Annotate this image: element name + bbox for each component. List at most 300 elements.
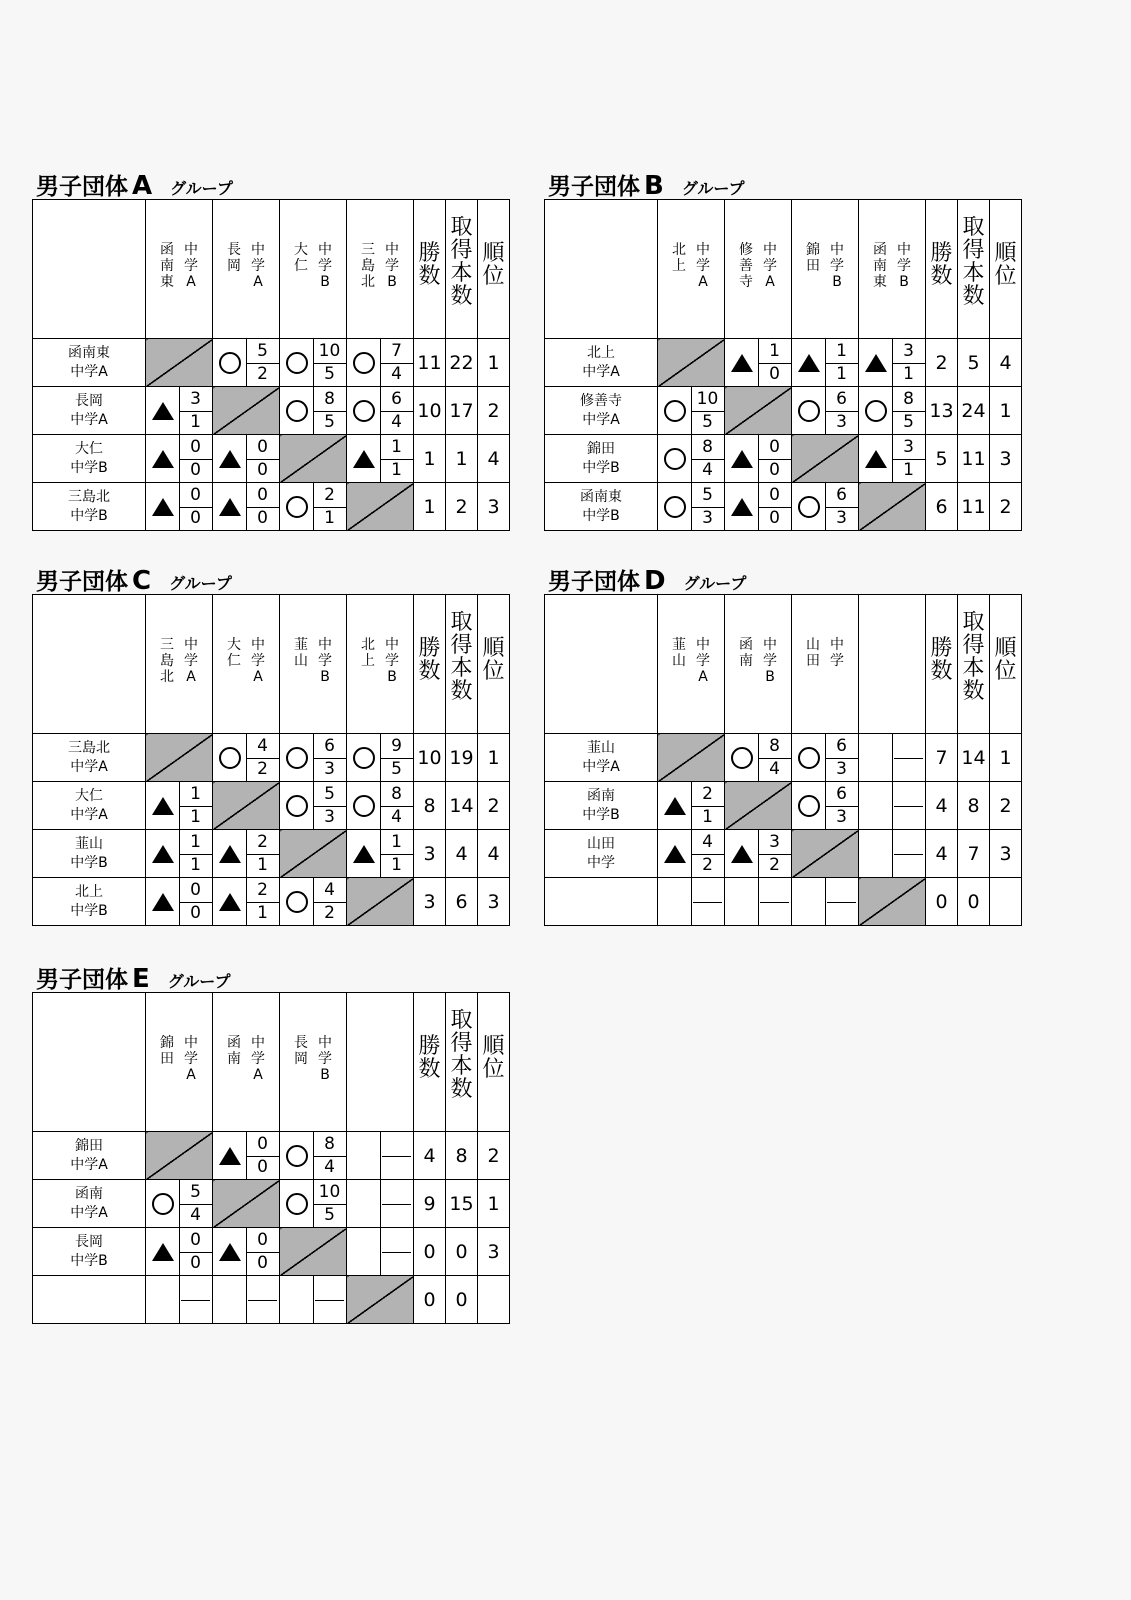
opponent-header (213, 200, 280, 339)
opponent-header (725, 595, 792, 734)
match-cell (347, 1132, 414, 1180)
score-points: 5 (903, 412, 914, 433)
match-cell (725, 734, 792, 782)
rank-cell (990, 878, 1022, 926)
opponent-header-suffix: 中 学 B (830, 242, 844, 290)
opponent-header-name: 北 上 (361, 637, 375, 669)
score-points: 2 (702, 855, 713, 876)
corner-cell (33, 200, 146, 339)
triangle-icon (219, 893, 241, 911)
triangle-icon (865, 354, 887, 372)
match-cell (146, 387, 213, 435)
score-points: 1 (702, 807, 713, 828)
team-name: 韮山 (587, 739, 615, 756)
opponent-header-name: 函 南 (739, 637, 753, 669)
result-mark (280, 1132, 314, 1179)
circle-icon (798, 400, 820, 422)
score-box (246, 734, 279, 781)
score-points: 4 (324, 1157, 335, 1178)
opponent-header (280, 993, 347, 1132)
opponent-header-name: 函 南 東 (160, 242, 174, 290)
team-row (33, 830, 510, 878)
score-box (758, 435, 791, 482)
opponent-header-name: 函 南 (227, 1035, 241, 1067)
score-points: 5 (324, 412, 335, 433)
points-cell: 14 (958, 734, 990, 782)
score-box (825, 878, 858, 925)
score-box (246, 339, 279, 386)
score-points: 3 (836, 759, 847, 780)
score-points: 3 (324, 759, 335, 780)
circle-icon (286, 496, 308, 518)
opponent-header-suffix: 中 学 A (696, 637, 710, 685)
result-mark (658, 435, 692, 482)
score-box (380, 1132, 413, 1179)
team-row (545, 435, 1022, 483)
wins-cell: 3 (414, 878, 446, 926)
team-row (545, 339, 1022, 387)
team-suffix: 中学 (587, 854, 615, 871)
circle-icon (286, 400, 308, 422)
match-cell (146, 1180, 213, 1228)
title-text: 男子団体 (36, 569, 128, 595)
result-mark (658, 483, 692, 530)
match-cell (347, 830, 414, 878)
team-suffix: 中学A (70, 806, 108, 823)
team-name: 函南 (587, 787, 615, 804)
result-mark (859, 387, 893, 434)
opponent-header (146, 993, 213, 1132)
score-wins: 0 (246, 483, 279, 508)
score-divider (382, 1156, 411, 1157)
team-suffix: 中学B (582, 507, 620, 524)
score-box (380, 387, 413, 434)
score-wins: 8 (758, 734, 791, 759)
result-mark (213, 1276, 247, 1323)
result-mark (347, 387, 381, 434)
score-box (892, 782, 925, 829)
score-box (691, 483, 724, 530)
points-cell: 14 (446, 782, 478, 830)
triangle-icon (798, 354, 820, 372)
wins-cell: 0 (414, 1276, 446, 1324)
score-points: 0 (257, 1157, 268, 1178)
score-points: 3 (836, 807, 847, 828)
opponent-header (792, 595, 859, 734)
score-points: 0 (257, 460, 268, 481)
title-text: 男子団体 (36, 967, 128, 993)
result-mark (347, 1228, 381, 1275)
score-wins: 10 (691, 387, 724, 412)
opponent-header (213, 993, 280, 1132)
result-mark (725, 435, 759, 482)
score-wins: 4 (691, 830, 724, 855)
self-match-cell (347, 878, 414, 926)
opponent-header-suffix: 中 学 A (184, 637, 198, 685)
score-points: 0 (190, 903, 201, 924)
score-wins: 1 (825, 339, 858, 364)
title-text: 男子団体 (36, 174, 128, 200)
team-row (33, 782, 510, 830)
rank-cell (478, 1276, 510, 1324)
opponent-header-suffix: 中 学 A (763, 242, 777, 290)
score-box (313, 782, 346, 829)
match-cell (859, 387, 926, 435)
score-wins: 6 (825, 483, 858, 508)
group-subtitle: グループ (169, 574, 232, 593)
rank-cell: 4 (478, 435, 510, 483)
team-row (33, 1132, 510, 1180)
circle-icon (286, 747, 308, 769)
match-cell (280, 1180, 347, 1228)
score-wins: 0 (758, 483, 791, 508)
score-wins: 2 (246, 830, 279, 855)
score-divider (382, 1204, 411, 1205)
match-cell (146, 1228, 213, 1276)
group-subtitle: グループ (681, 179, 745, 198)
circle-icon (731, 747, 753, 769)
team-suffix: 中学A (582, 758, 620, 775)
score-points: 4 (769, 759, 780, 780)
opponent-header-suffix: 中 学 B (897, 242, 911, 290)
header-row (33, 200, 510, 339)
circle-icon (286, 1193, 308, 1215)
header-row (33, 595, 510, 734)
points-cell: 8 (958, 782, 990, 830)
score-points: 1 (190, 412, 201, 433)
result-mark (792, 734, 826, 781)
result-mark (347, 339, 381, 386)
score-points: 1 (903, 364, 914, 385)
stat-header (958, 200, 990, 339)
score-wins: 0 (179, 1228, 212, 1253)
stat-header-text: 取 得 本 数 (450, 215, 473, 309)
score-wins: 8 (691, 435, 724, 460)
result-mark (725, 734, 759, 781)
result-mark (792, 339, 826, 386)
team-label (545, 830, 658, 878)
score-wins: 7 (380, 339, 413, 364)
score-box (825, 483, 858, 530)
circle-icon (286, 891, 308, 913)
score-box (380, 1180, 413, 1227)
result-mark (213, 734, 247, 781)
group-subtitle: グループ (170, 179, 233, 198)
rank-cell: 2 (478, 782, 510, 830)
triangle-icon (152, 498, 174, 516)
self-match-cell (859, 483, 926, 531)
score-divider (693, 902, 722, 903)
result-mark (213, 339, 247, 386)
stat-header-text: 順 位 (482, 241, 505, 289)
opponent-header-suffix: 中 学 A (184, 242, 198, 290)
opponent-header (347, 993, 414, 1132)
circle-icon (798, 795, 820, 817)
score-wins: 2 (691, 782, 724, 807)
points-cell: 0 (446, 1276, 478, 1324)
score-box (179, 1276, 212, 1323)
team-row (33, 435, 510, 483)
points-cell: 5 (958, 339, 990, 387)
score-points: 5 (702, 412, 713, 433)
team-label (33, 387, 146, 435)
team-suffix: 中学B (70, 459, 108, 476)
result-mark (859, 734, 893, 781)
group-title (36, 168, 233, 201)
wins-cell: 10 (414, 387, 446, 435)
team-row (545, 878, 1022, 926)
points-cell: 8 (446, 1132, 478, 1180)
score-box (825, 387, 858, 434)
opponent-header-suffix: 中 学 B (385, 637, 399, 685)
stat-header-text: 勝 数 (418, 1034, 441, 1082)
score-wins: 5 (313, 782, 346, 807)
self-match-cell (859, 878, 926, 926)
score-points: 2 (769, 855, 780, 876)
score-box (380, 782, 413, 829)
match-cell (213, 734, 280, 782)
header-row (545, 595, 1022, 734)
opponent-header (725, 200, 792, 339)
triangle-icon (731, 354, 753, 372)
score-box (691, 830, 724, 877)
team-name: 函南 (75, 1185, 103, 1202)
score-wins: 0 (179, 435, 212, 460)
match-cell (213, 1228, 280, 1276)
opponent-header-suffix: 中 学 B (763, 637, 777, 685)
opponent-header-suffix: 中 学 B (318, 637, 332, 685)
circle-icon (664, 400, 686, 422)
match-cell (658, 830, 725, 878)
triangle-icon (731, 845, 753, 863)
score-wins: 3 (758, 830, 791, 855)
triangle-icon (865, 450, 887, 468)
score-points: 2 (324, 903, 335, 924)
stat-header (990, 200, 1022, 339)
rank-cell: 1 (478, 734, 510, 782)
stat-header (414, 200, 446, 339)
group-e (32, 964, 510, 1324)
stat-header-text: 取 得 本 数 (450, 610, 473, 704)
score-box (380, 734, 413, 781)
title-text: 男子団体 (548, 174, 640, 200)
opponent-header-name: 大 仁 (227, 637, 241, 669)
score-box (313, 878, 346, 925)
team-label (545, 782, 658, 830)
opponent-header (658, 595, 725, 734)
result-mark (146, 387, 180, 434)
score-box (313, 339, 346, 386)
team-suffix: 中学B (70, 854, 108, 871)
team-name: 北上 (75, 883, 103, 900)
team-label (33, 734, 146, 782)
stat-header (958, 595, 990, 734)
score-wins: 0 (246, 1132, 279, 1157)
score-wins: 3 (179, 387, 212, 412)
opponent-header-suffix: 中 学 A (696, 242, 710, 290)
score-points: 1 (836, 364, 847, 385)
rank-cell: 2 (478, 387, 510, 435)
league-table (32, 594, 510, 926)
team-label (33, 830, 146, 878)
rank-cell: 2 (478, 1132, 510, 1180)
score-box (758, 878, 791, 925)
score-box (179, 782, 212, 829)
triangle-icon (152, 797, 174, 815)
opponent-header-name: 長 岡 (294, 1035, 308, 1067)
stat-header (478, 993, 510, 1132)
match-cell (347, 339, 414, 387)
score-points: 1 (324, 508, 335, 529)
wins-cell: 1 (414, 483, 446, 531)
stat-header (446, 595, 478, 734)
team-name: 韮山 (75, 835, 103, 852)
match-cell (658, 483, 725, 531)
score-points: 1 (391, 855, 402, 876)
rank-cell: 3 (478, 1228, 510, 1276)
result-mark (146, 1180, 180, 1227)
score-points: 5 (324, 1205, 335, 1226)
score-box (380, 1228, 413, 1275)
team-label (33, 1180, 146, 1228)
match-cell (658, 387, 725, 435)
score-box (892, 387, 925, 434)
stat-header-text: 勝 数 (930, 241, 953, 289)
score-wins: 0 (179, 878, 212, 903)
result-mark (792, 878, 826, 925)
match-cell (347, 1228, 414, 1276)
team-label (545, 734, 658, 782)
score-wins: 6 (825, 782, 858, 807)
group-letter: E (132, 964, 150, 994)
opponent-header (146, 595, 213, 734)
match-cell (280, 734, 347, 782)
stat-header (478, 595, 510, 734)
self-match-cell (213, 387, 280, 435)
team-suffix: 中学A (70, 1156, 108, 1173)
score-wins: 0 (758, 435, 791, 460)
match-cell (658, 435, 725, 483)
score-points: 4 (391, 807, 402, 828)
team-name: 函南東 (68, 344, 110, 361)
match-cell (859, 782, 926, 830)
circle-icon (865, 400, 887, 422)
opponent-header (280, 200, 347, 339)
result-mark (280, 339, 314, 386)
triangle-icon (731, 498, 753, 516)
score-box (246, 483, 279, 530)
opponent-header (347, 595, 414, 734)
result-mark (146, 435, 180, 482)
points-cell: 17 (446, 387, 478, 435)
self-match-cell (213, 1180, 280, 1228)
score-points: 4 (702, 460, 713, 481)
team-row (545, 483, 1022, 531)
points-cell: 22 (446, 339, 478, 387)
match-cell (347, 1180, 414, 1228)
score-wins: 6 (313, 734, 346, 759)
opponent-header (859, 595, 926, 734)
team-label (33, 435, 146, 483)
score-box (179, 830, 212, 877)
score-box (758, 483, 791, 530)
score-box (179, 878, 212, 925)
match-cell (725, 878, 792, 926)
score-points: 2 (257, 364, 268, 385)
rank-cell: 1 (990, 387, 1022, 435)
score-wins: 3 (892, 435, 925, 460)
self-match-cell (146, 339, 213, 387)
rank-cell: 3 (990, 435, 1022, 483)
result-mark (213, 483, 247, 530)
group-a (32, 171, 510, 531)
score-box (246, 435, 279, 482)
result-mark (213, 435, 247, 482)
group-b (544, 171, 1022, 531)
score-wins: 1 (380, 435, 413, 460)
score-box (758, 734, 791, 781)
team-name: 大仁 (75, 787, 103, 804)
self-match-cell (146, 1132, 213, 1180)
score-box (691, 435, 724, 482)
opponent-header-name: 錦 田 (160, 1035, 174, 1067)
team-name: 大仁 (75, 440, 103, 457)
score-box (179, 483, 212, 530)
result-mark (280, 1180, 314, 1227)
score-wins: 5 (179, 1180, 212, 1205)
score-points: 0 (769, 508, 780, 529)
score-box (892, 734, 925, 781)
result-mark (146, 1276, 180, 1323)
circle-icon (152, 1193, 174, 1215)
score-divider (894, 758, 923, 759)
result-mark (658, 830, 692, 877)
opponent-header-suffix: 中 学 A (251, 242, 265, 290)
score-box (246, 878, 279, 925)
match-cell (213, 830, 280, 878)
match-cell (280, 782, 347, 830)
team-name: 修善寺 (580, 392, 622, 409)
opponent-header-name: 函 南 東 (873, 242, 887, 290)
score-points: 4 (391, 364, 402, 385)
result-mark (347, 1180, 381, 1227)
wins-cell: 1 (414, 435, 446, 483)
score-points: 5 (391, 759, 402, 780)
team-row (545, 830, 1022, 878)
result-mark (213, 1132, 247, 1179)
match-cell (146, 830, 213, 878)
team-suffix: 中学B (582, 806, 620, 823)
score-wins: 4 (246, 734, 279, 759)
match-cell (725, 339, 792, 387)
opponent-header (213, 595, 280, 734)
team-label (33, 339, 146, 387)
match-cell (146, 435, 213, 483)
stat-header-text: 勝 数 (418, 636, 441, 684)
match-cell (213, 483, 280, 531)
score-divider (827, 902, 856, 903)
team-row (545, 387, 1022, 435)
score-points: 1 (903, 460, 914, 481)
score-wins: 8 (892, 387, 925, 412)
score-box (691, 782, 724, 829)
points-cell: 2 (446, 483, 478, 531)
stat-header-text: 勝 数 (418, 241, 441, 289)
stat-header-text: 取 得 本 数 (962, 215, 985, 309)
score-wins: 10 (313, 339, 346, 364)
group-title (548, 563, 746, 596)
match-cell (792, 782, 859, 830)
